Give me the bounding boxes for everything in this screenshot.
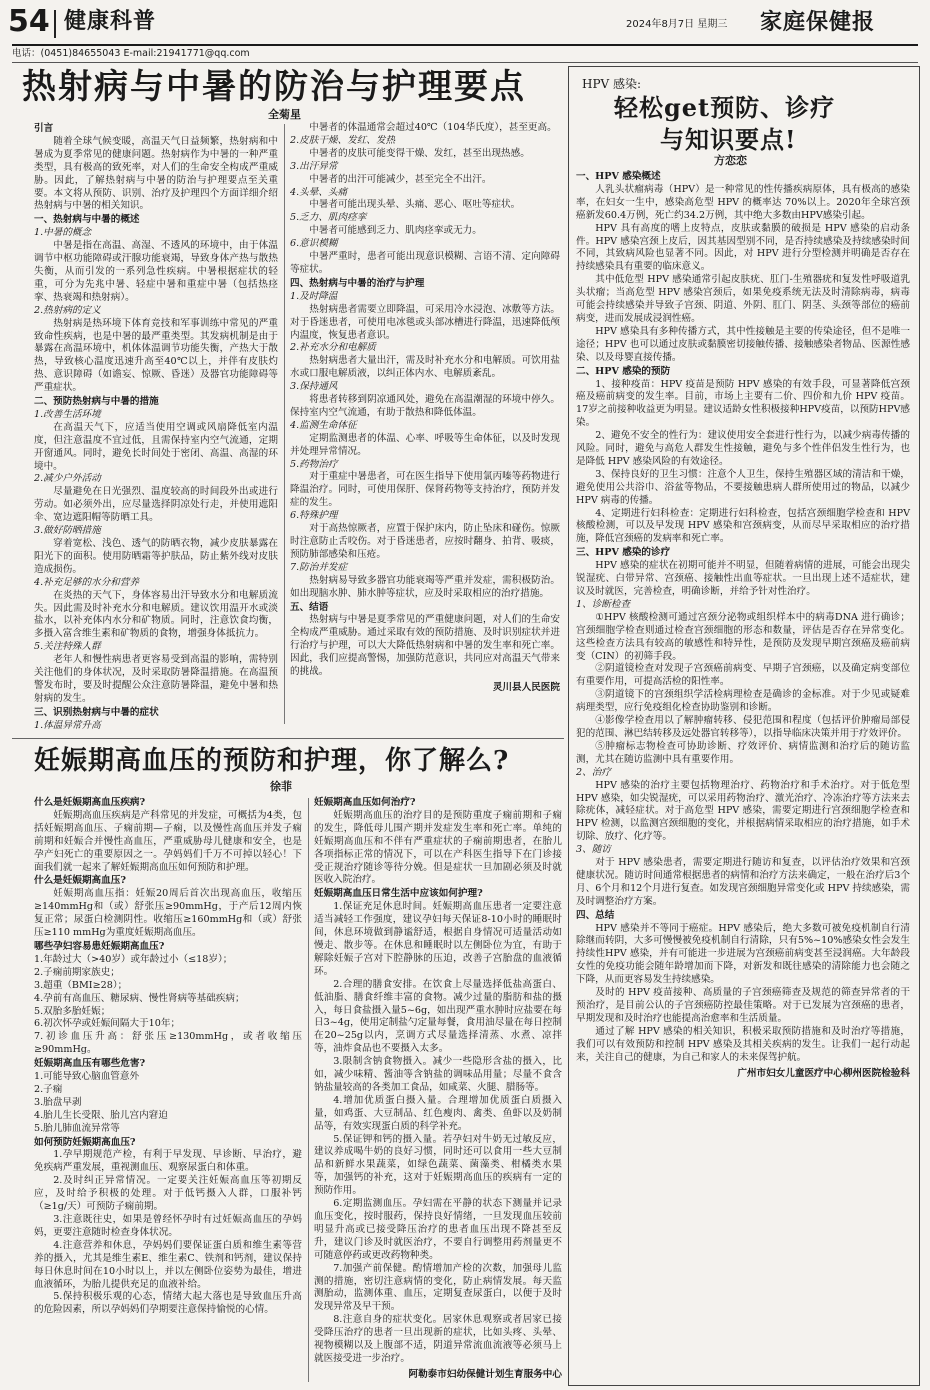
paragraph: 中暑是指在高温、高湿、不透风的环境中，由于体温调节中枢功能障碍或汗腺功能衰竭，导致身体产热与散热失衡，从而引发的一系列急性疾病。中暑根据症状的轻重，可分为先兆中暑、轻症中暑和重症中暑（包括热痉挛、热衰竭和热射病）。 (34, 240, 278, 303)
article3-body (576, 170, 910, 1378)
subsection-label: 4.监测生命体征 (290, 419, 357, 431)
paragraph: 中暑者可能出现头晕、头痛、恶心、呕吐等症状。 (309, 199, 521, 211)
list-item: 5.胎儿肺血流异常等 (34, 1122, 120, 1134)
paragraph: 中暑严重时，患者可能出现意识模糊、言语不清、定向障碍等症状。 (290, 251, 560, 275)
article2-author: 徐菲 (270, 780, 292, 793)
subheading: 三、识别热射病与中暑的症状 (34, 706, 159, 718)
article2-column-2 (314, 796, 562, 1384)
page-number: 54 (8, 4, 50, 39)
paragraph: ③阴道镜下的宫颈组织学活检病理检查是确诊的金标准。对于少见或疑难病理类型，应行免疫组化检查协助鉴别和诊断。 (576, 689, 910, 714)
paragraph: 4、定期进行妇科检查：定期进行妇科检查，包括宫颈细胞学检查和 HPV 核酸检测，可以及早发现 HPV 感染和宫颈病变，从而尽早采取相应的治疗措施，降低宫颈癌的发病率和死亡率。 (576, 507, 910, 545)
subheading: 妊娠期高血压如何治疗? (314, 797, 416, 808)
subheading: 一、HPV 感染概述 (576, 171, 661, 182)
subsection-label: 6.意识模糊 (290, 238, 338, 250)
paragraph: 对于重症中暑患者，可在医生指导下使用氯丙嗪等药物进行降温治疗。同时，可使用保肝、保肾药物等支持治疗，预防并发症的发生。 (290, 471, 560, 509)
subheading: 四、热射病与中暑的治疗与护理 (290, 277, 425, 289)
list-item: 6.初次怀孕或妊娠间隔大于10年； (34, 1018, 181, 1030)
subsection-label: 2.减少户外活动 (34, 473, 101, 485)
subsection-label: 2、治疗 (576, 766, 611, 778)
paragraph: 中暑者的皮肤可能变得干燥、发红，甚至出现热感。 (309, 147, 530, 159)
article3-kicker: HPV 感染: (582, 77, 642, 91)
issue-date: 2024年8月7日 星期三 (626, 19, 728, 30)
article3-title-line1: 轻松get预防、诊疗 (614, 93, 836, 122)
subheading: 妊娠期高血压日常生活中应该如何护理? (314, 888, 483, 900)
paragraph: HPV 感染具有多种传播方式，其中性接触是主要的传染途径，但不是唯一途径；HPV 也可以通过皮肤或黏膜密切接触传播、接触感染者物品、医源性感染、以及母婴直接传播。 (576, 325, 910, 363)
list-item: 1.年龄过大（>40岁）或年龄过小（≤18岁）； (34, 953, 233, 965)
paragraph: 其中低危型 HPV 感染通常引起皮肤疣、肛门-生殖器疣和复发性呼吸道乳头状瘤；当高危型 HPV 感染宫颈后，如果免疫系统无法及时清除病毒，病毒可能会持续感染并导致子宫颈、阴道、外阴、肛门、阴茎、头颈等部位的癌前病变，进而发展成浸润性癌。 (576, 274, 910, 324)
source-credit: 阿勒泰市妇幼保健计划生育服务中心 (408, 1368, 562, 1380)
paragraph: ②阴道镜检查对发现子宫颈癌前病变、早期子宫颈癌，以及确定病变部位有重要作用，可提高活检的阳性率。 (576, 663, 910, 688)
paragraph: 7.加强产前保健。酌情增加产检的次数，加强母儿监测的措施，密切注意病情的变化，防止病情发展。每天监测胎动，监测体重、血压，定期复查尿蛋白，以便于及时发现异常及早干预。 (314, 1262, 562, 1313)
masthead-rule (12, 44, 918, 46)
subsection-label: 6.特殊护理 (290, 510, 338, 522)
paragraph: 通过了解 HPV 感染的相关知识，积极采取预防措施和及时治疗等措施，我们可以有效预防和控制 HPV 感染及其相关疾病的发生。让我们一起行动起来，关注自己的健康，为自己和家人的未来保驾护航。 (576, 1025, 910, 1063)
subsection-label: 1.及时降温 (290, 290, 338, 302)
paragraph: HPV 感染的症状在初期可能并不明显，但随着病情的进展，可能会出现尖锐湿疣、白带异常、宫颈癌、接触性出血等症状。一旦出现上述不适症状，建议及时就医，完善检查，明确诊断，并给予针对性治疗。 (576, 560, 910, 597)
subsection-label: 1.体温异常升高 (34, 719, 101, 731)
paragraph: 热射病患者大量出汗，需及时补充水分和电解质。可饮用盐水或口服电解质液，以纠正体内水、电解质紊乱。 (290, 355, 560, 380)
paragraph: 中暑者可能感到乏力、肌肉痉挛或无力。 (309, 225, 482, 237)
article2-column-divider (308, 798, 309, 1382)
subsection-label: 4.补充足够的水分和营养 (34, 576, 140, 588)
list-item: 7.初诊血压升高：舒张压≥130mmHg，或者收缩压≥90mmHg。 (34, 1031, 302, 1056)
subsection-label: 3、随访 (576, 844, 611, 856)
list-item: 3.超重（BMI≥28）； (34, 979, 128, 991)
article2-column-1 (34, 796, 302, 1384)
subheading: 三、HPV 感染的诊疗 (576, 547, 671, 559)
list-item: 4.孕前有高血压、糖尿病、慢性肾病等基础疾病； (34, 992, 245, 1004)
paragraph: 6.定期监测血压。孕妇需在平静的状态下测量并记录血压变化，按时服药，保持良好情绪，一旦发现血压较前明显升高或已接受降压治疗的患者血压出现不降甚至反升，建议门诊及时就医治疗，不要自行调整用药剂量更不可随意停药或更改药物种类。 (314, 1198, 562, 1261)
paragraph: 4.注意营养和休息，孕妈妈们要保证蛋白质和维生素等营养的摄入，尤其是维生素E、维生素C、铁剂和钙剂，建议保持每日休息时间在10小时以上，并以左侧卧位姿势为最佳，增进血液循环，为胎儿提供充足的血液补给。 (34, 1239, 302, 1290)
subheading: 一、热射病与中暑的概述 (34, 214, 140, 226)
paragraph: 对于高热惊厥者，应置于保护床内，防止坠床和碰伤。惊厥时注意防止舌咬伤。对于昏迷患者，应按时翻身、拍背、吸痰，预防肺部感染和压疮。 (290, 523, 560, 560)
subheading: 什么是妊娠期高血压? (34, 875, 126, 887)
subsection-label: 2.皮肤干燥、发红、发热 (290, 134, 396, 146)
paragraph: 2、避免不安全的性行为：建议使用安全套进行性行为，以减少病毒传播的风险。同时，避免与高危人群发生性接触，避免与多个性伴侣发生性行为，也是降低 HPV 感染风险的有效途径。 (576, 430, 910, 467)
list-item: 4.胎儿生长受限、胎儿宫内窘迫 (34, 1109, 168, 1121)
paragraph: 5.保持积极乐观的心态，情绪大起大落也是导致血压升高的危险因素，所以孕妈妈们孕期要注意保持愉悦的心情。 (34, 1291, 302, 1316)
subsection-label: 5.药物治疗 (290, 458, 338, 470)
paragraph: 2.合理的膳食安排。在饮食上尽量选择低盐高蛋白、低油脂、膳食纤维丰富的食物。减少过量的脂肪和盐的摄入，每日食盐摄入量5~6g，如出现严重水肿时应盐要在每日3~4g，使用定制盐勺定量每餐，食用油尽量在每日控制在20~25g以内，烹调方式尽量选择清蒸、水煮、凉拌等，油炸食品也不要摄入太多。 (314, 978, 562, 1055)
paragraph: 对于 HPV 感染患者，需要定期进行随访和复查，以评估治疗效果和宫颈健康状况。随访时间通常根据患者的病情和治疗方法来确定，一般在治疗后3个月、6个月和12个月进行复查。如发现宫颈细胞异常变化或 HPV 持续感染，需及时调整治疗方案。 (576, 857, 910, 907)
paragraph: 将患者转移到阴凉通风处，避免在高温潮湿的环境中停久。保持室内空气流通，有助于散热和降低体温。 (290, 394, 560, 418)
article1-column-2 (290, 122, 560, 732)
paragraph: HPV 感染并不等同于癌症。HPV 感染后，绝大多数可被免疫机制自行清除继而转阴，大多可慢慢被免疫机制自行清除，只有5%~10%感染女性会发生持续性HPV 感染，并有可能进一步进展为宫颈癌前病变甚至浸润癌。大年龄段女性的免疫功能会随年龄增加而下降，对新发和既往感染的清除能力也会随之下降，从而更容易发生持续感染。 (576, 922, 910, 986)
article3-author: 方恋恋 (714, 154, 747, 167)
list-item: 1.可能导致心脑血管意外 (34, 1071, 140, 1083)
paragraph: 妊娠期高血压指：妊娠20周后首次出现高血压，收缩压≥140mmHg和（或）舒张压≥90mmHg，于产后12周内恢复正常；尿蛋白检测阴性。收缩压≥160mmHg和（或）舒张压≥110 mmHg为重度妊娠期高血压。 (34, 888, 302, 939)
paragraph: 热射病是热环境下体育竞技和军事训练中常见的严重致命性疾病，也是中暑的最严重类型。其发病机制是由于暴露在高温环境中，机体体温调节功能失衡，产热大于散热，导致核心温度迅速升高至40℃以上，并伴有皮肤灼热、意识障碍（如谵妄、惊厥、昏迷）及器官功能障碍等严重症状。 (34, 317, 278, 394)
contact-rule (12, 62, 918, 63)
subsection-label: 4.头晕、头痛 (290, 186, 348, 198)
paragraph: 1.保证充足休息时间。妊娠期高血压患者一定要注意适当减轻工作强度，建议孕妇每天保证8-10小时的睡眠时间，休息环境做到静谧舒适，根据自身情况可适量活动如慢走、散步等。在休息和睡眠时以左侧卧位为宜，有助于解除妊娠子宫对下腔静脉的压迫，改善子宫胎盘的血液循环。 (314, 901, 562, 977)
paragraph: 在炎热的天气下，身体容易出汗导致水分和电解质流失。因此需及时补充水分和电解质。建议饮用温开水或淡盐水，以补充体内水分和矿物质。同时，注意饮食均衡，多摄入富含维生素和矿物质的食物，增强身体抵抗力。 (34, 589, 278, 640)
paragraph: 及时的 HPV 疫苗接种、高质量的子宫颈癌筛查及规范的筛查异常者的干预治疗，是目前公认的子宫颈癌防控最佳策略。对于已发展为宫颈癌的患者，早期发现和及时治疗也能提高治愈率和生活质量。 (576, 987, 910, 1024)
paragraph: ⑤肿瘤标志物检查可协助诊断、疗效评价、病情监测和治疗后的随访监测，尤其在随访监测中具有重要作用。 (576, 740, 910, 765)
list-item: 2.子痫 (34, 1083, 63, 1095)
paragraph: 中暑者的体温通常会超过40℃（104华氏度），甚至更高。 (309, 122, 557, 133)
list-item: 2.子痫前期家族史； (34, 966, 120, 978)
paragraph: 尽量避免在日光强烈、温度较高的时间段外出或进行劳动。如必须外出，应尽量选择阴凉处行走，并使用遮阳伞、宽边遮阳帽等防晒工具。 (34, 486, 278, 524)
subheading: 二、预防热射病与中暑的措施 (34, 396, 159, 408)
subsection-label: 5.关注特殊人群 (34, 641, 101, 653)
subheading: 什么是妊娠期高血压疾病? (34, 797, 146, 808)
subsection-label: 2.热射病的定义 (34, 304, 101, 316)
list-item: 3.胎盘早剥 (34, 1096, 82, 1108)
list-item: 5.双胎多胎妊娠； (34, 1005, 111, 1017)
subheading: 四、总结 (576, 909, 615, 921)
paragraph: 1.孕早期规范产检，有利于早发现、早诊断、早治疗，避免疾病严重发展，重视测血压、观察尿蛋白和体重。 (34, 1149, 302, 1174)
subheading: 引言 (34, 123, 54, 134)
contact-line: 电话：(0451)84655043 E-mail:21941771@qq.com (12, 48, 250, 59)
paragraph: HPV 具有高度的嗜上皮特点，皮肤或黏膜的破损是 HPV 感染的启动条件。HPV 感染宫颈上皮后，因其基因型别不同，是否持续感染及持续感染时间不同，其致病风险也显著不同。因此，对 HPV 进行分型检测并明确是否存在持续感染具有重要的临床意义。 (576, 222, 910, 273)
subsection-label: 3.保持通风 (290, 381, 338, 393)
paragraph: 3、保持良好的卫生习惯：注意个人卫生，保持生殖器区域的清洁和干燥，避免使用公共浴巾、浴盆等物品，不要接触患病人群所使用过的物品，以减少HPV 病毒的传播。 (576, 468, 910, 506)
masthead-divider (54, 10, 56, 38)
paragraph: 3.注意既往史，如果是曾经怀孕时有过妊娠高血压的孕妈妈，更要注意随时检查身体状况。 (34, 1214, 302, 1238)
article3-title-line2: 与知识要点! (660, 125, 797, 154)
subheading: 二、HPV 感染的预防 (576, 365, 671, 377)
paragraph: ④影像学检查用以了解肿瘤转移、侵犯范围和程度（包括评价肿瘤局部侵犯的范围、淋巴结转移及远处器官转移等），以指导临床决策并用于疗效评价。 (576, 715, 910, 739)
paragraph: 热射病患者需要立即降温，可采用冷水浸泡、冰敷等方法。对于昏迷患者，可使用电冰毯或头部冰槽进行降温，迅速降低颅内温度，恢复患者意识。 (290, 303, 560, 341)
paragraph: 热射病与中暑是夏季常见的严重健康问题，对人们的生命安全构成严重威胁。通过采取有效的预防措施、及时识别症状并进行治疗与护理，可以大大降低热射病和中暑的发生率和死亡率。因此，我们应提高警惕，加强防范意识，共同应对高温天气带来的挑战。 (290, 614, 560, 678)
publication-name: 家庭保健报 (760, 10, 876, 35)
article1-title: 热射病与中暑的防治与护理要点 (22, 67, 526, 107)
paragraph: 5.保证钾和钙的摄入量。若孕妇对牛奶无过敏反应，建议养成喝牛奶的良好习惯，同时还可以食用一些大豆制品和新鲜水果蔬菜，如绿色蔬菜、菌藻类、柑橘类水果等，加强钙的补充，这对于妊娠期高血压的疾病有一定的预防作用。 (314, 1133, 562, 1197)
subheading: 哪些孕妇容易患妊娠期高血压? (34, 940, 165, 952)
subsection-label: 1.中暑的概念 (34, 227, 92, 239)
subsection-label: 7.防治并发症 (290, 561, 348, 573)
paragraph: 1、接种疫苗：HPV 疫苗是预防 HPV 感染的有效手段，可显著降低宫颈癌及癌前病变的发生率。目前，市场上主要有二价、四价和九价 HPV 疫苗。17岁之前接种收益更为明显。建议适龄女性积极接种HPV疫苗，以预防HPV感染。 (576, 378, 910, 429)
paragraph: 热射病易导致多器官功能衰竭等严重并发症，需积极防治。如出现脑水肿、肺水肿等症状，应及时采取相应的治疗措施。 (290, 574, 560, 599)
paragraph: 穿着宽松、浅色、透气的防晒衣物，减少皮肤暴露在阳光下的面积。使用防晒霜等护肤品，防止紫外线对皮肤造成损伤。 (34, 538, 278, 575)
article1-column-divider (284, 124, 285, 724)
paragraph: 定期监测患者的体温、心率、呼吸等生命体征，以及时发现并处理异常情况。 (290, 432, 560, 457)
section-title: 健康科普 (64, 9, 157, 34)
paragraph: 人乳头状瘤病毒（HPV）是一种常见的性传播疾病原体，具有极高的感染率，在妇女一生中，感染高危型 HPV 的概率达 70%以上。2020年全球宫颈癌新发60.4万例，死亡约34.2万例，其中绝大多数由HPV感染引起。 (576, 183, 910, 221)
source-credit: 灵川县人民医院 (492, 681, 560, 693)
paragraph: ①HPV 核酸检测可通过宫颈分泌物或组织样本中的病毒DNA 进行确诊；宫颈细胞学检查则通过检查宫颈细胞的形态和数量，评估是否存在异常变化。这些检查方法具有较高的敏感性和特异性，是预防及发现早期宫颈癌及癌前病变（CIN）的初筛手段。 (576, 611, 910, 662)
paragraph: 老年人和慢性病患者更容易受到高温的影响，需特别关注他们的身体状况，及时采取防暑降温措施。在高温预警发布时，要及时提醒公众注意防暑降温，避免中暑和热射病的发生。 (34, 654, 278, 704)
subsection-label: 3.出汗异常 (290, 160, 338, 172)
paragraph: 2.及时纠正异常情况。一定要关注妊娠高血压等初期反应，及时给予积极的处理。对于低钙摄入人群，口服补钙（≥1g/天）可预防子痫前期。 (34, 1175, 302, 1213)
paragraph: 妊娠期高血压疾病是产科常见的并发症，可概括为4类，包括妊娠期高血压、子痫前期—子痫，以及慢性高血压并发子痫前期和妊娠合并慢性高血压，严重威胁母儿健康和安全，也是孕产妇死亡的重要原因之一。孕妈妈们千万不可掉以轻心！下面我们就一起来了解妊娠期高血压如何预防和护理。 (34, 809, 302, 873)
subsection-label: 2.补充水分和电解质 (290, 342, 376, 354)
article1-author: 全菊星 (268, 108, 301, 121)
masthead (0, 0, 930, 44)
paragraph: 4.增加优质蛋白摄入量。合理增加优质蛋白质摄入量，如鸡蛋、大豆制品、红色瘦肉、禽类、鱼虾以及奶制品等，有效实现蛋白质的科学补充。 (314, 1094, 562, 1132)
source-credit: 广州市妇女儿童医疗中心柳州医院检验科 (737, 1067, 910, 1079)
paragraph: HPV 感染的治疗主要包括物理治疗、药物治疗和手术治疗。对于低危型 HPV 感染，如尖锐湿疣，可以采用药物治疗、激光治疗、冷冻治疗等方法来去除疣体，减轻症状。对于高危型 HPV 感染，需要定期进行宫颈细胞学检查和 HPV 检测，以监测宫颈细胞的变化，并根据病情采取相应的治疗措施，如手术切除、放疗、化疗等。 (576, 779, 910, 843)
article1-column-1 (34, 122, 278, 731)
article2-title: 妊娠期高血压的预防和护理，你了解么? (34, 746, 510, 776)
subsection-label: 5.乏力、肌肉痉挛 (290, 212, 367, 224)
subheading: 如何预防妊娠期高血压? (34, 1136, 136, 1148)
paragraph: 随着全球气候变暖，高温天气日益频繁，热射病和中暑成为夏季常见的健康问题。热射病作为中暑的一种严重类型，具有极高的致死率，对人们的生命安全构成严重威胁。因此，了解热射病与中暑的防治与护理要点至关重要。本文将从预防、识别、治疗及护理四个方面详细介绍热射病与中暑的相关知识。 (34, 135, 278, 212)
paragraph: 8.注意自身的症状变化。居家休息观察或者居家已接受降压治疗的患者一旦出现新的症状，比如头疼、头晕、视物模糊以及上腹部不适，阴道异常流血流液等必须马上就医接受进一步治疗。 (314, 1314, 562, 1364)
article-separator (12, 738, 564, 739)
subsection-label: 1.改善生活环境 (34, 408, 101, 420)
subsection-label: 3.做好防晒措施 (34, 525, 101, 537)
paragraph: 3.限制含钠食物摄入。减少一些隐形含盐的摄入，比如，减少味精、酱油等含钠盐的调味品用量；尽量不食含钠盐量较高的各类加工食品，如咸菜、火腿、腊肠等。 (314, 1056, 562, 1093)
paragraph: 中暑者的出汗可能减少，甚至完全不出汗。 (309, 173, 492, 185)
paragraph: 妊娠期高血压的治疗目的是预防重度子痫前期和子痫的发生，降低母儿围产期并发症发生率和死亡率。单纯的妊娠期高血压和不伴有严重症状的子痫前期患者，在胎儿各项指标正常的情况下，可以在产科医生指导下在门诊接受正规治疗随诊等待分娩。但是症状一旦加剧必须及时就医收入院治疗。 (314, 809, 562, 886)
subheading: 妊娠期高血压有哪些危害? (34, 1058, 146, 1070)
subsection-label: 1、诊断检查 (576, 598, 631, 610)
paragraph: 在高温天气下，应适当使用空调或风扇降低室内温度，但注意温度不宜过低，且需保持室内空气流通，定期开窗通风。同时，避免长时间处于密闭、高温、高湿的环境中。 (34, 421, 278, 472)
subheading: 五、结语 (290, 601, 329, 613)
